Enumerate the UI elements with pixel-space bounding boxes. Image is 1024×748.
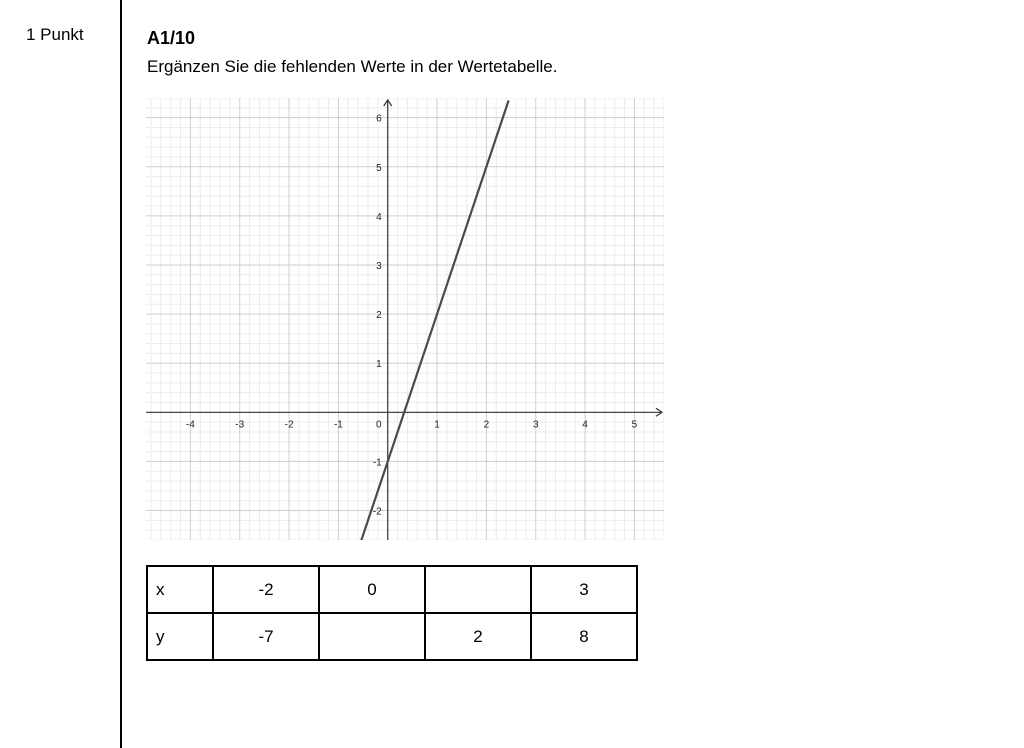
- table-cell: -7: [213, 613, 319, 660]
- table-cell: 0: [319, 566, 425, 613]
- y-tick-label: 4: [376, 211, 382, 223]
- y-tick-label: -1: [372, 457, 382, 469]
- margin-divider: [120, 0, 122, 748]
- tick-labels: [186, 114, 638, 518]
- table-row-x: [147, 566, 637, 613]
- table-cell-empty[interactable]: [319, 613, 425, 660]
- y-tick-label: 3: [376, 260, 382, 272]
- table-cell: 2: [425, 613, 531, 660]
- x-tick-label: -2: [284, 419, 294, 431]
- x-tick-label: -4: [185, 419, 195, 431]
- table-cell: -2: [213, 566, 319, 613]
- x-tick-label: -3: [235, 419, 245, 431]
- x-tick-label: 5: [631, 419, 638, 431]
- y-tick-label: 5: [376, 162, 382, 174]
- y-tick-label: -2: [372, 506, 382, 518]
- x-tick-label: 0: [375, 419, 382, 431]
- value-table: [146, 565, 638, 661]
- y-tick-label: 1: [376, 359, 382, 371]
- function-graph: [146, 98, 664, 540]
- y-tick-label: 6: [376, 113, 382, 125]
- y-tick-label: 2: [376, 310, 382, 322]
- table-row-y: [147, 613, 637, 660]
- x-tick-label: 3: [532, 419, 539, 431]
- x-tick-label: -1: [333, 419, 343, 431]
- x-tick-label: 1: [434, 419, 440, 431]
- table-cell-empty[interactable]: [425, 566, 531, 613]
- points-label: 1 Punkt: [26, 25, 84, 44]
- row-label-y: y: [147, 613, 213, 660]
- x-tick-label: 4: [582, 419, 588, 431]
- table-cell: 8: [531, 613, 637, 660]
- row-label-x: x: [147, 566, 213, 613]
- task-title: A1/10: [147, 28, 196, 48]
- table-cell: 3: [531, 566, 637, 613]
- major-grid: [146, 98, 664, 540]
- task-instruction: Ergänzen Sie die fehlenden Werte in der Wertetabelle.: [147, 57, 558, 76]
- minor-grid: [146, 98, 664, 540]
- x-tick-label: 2: [483, 419, 490, 431]
